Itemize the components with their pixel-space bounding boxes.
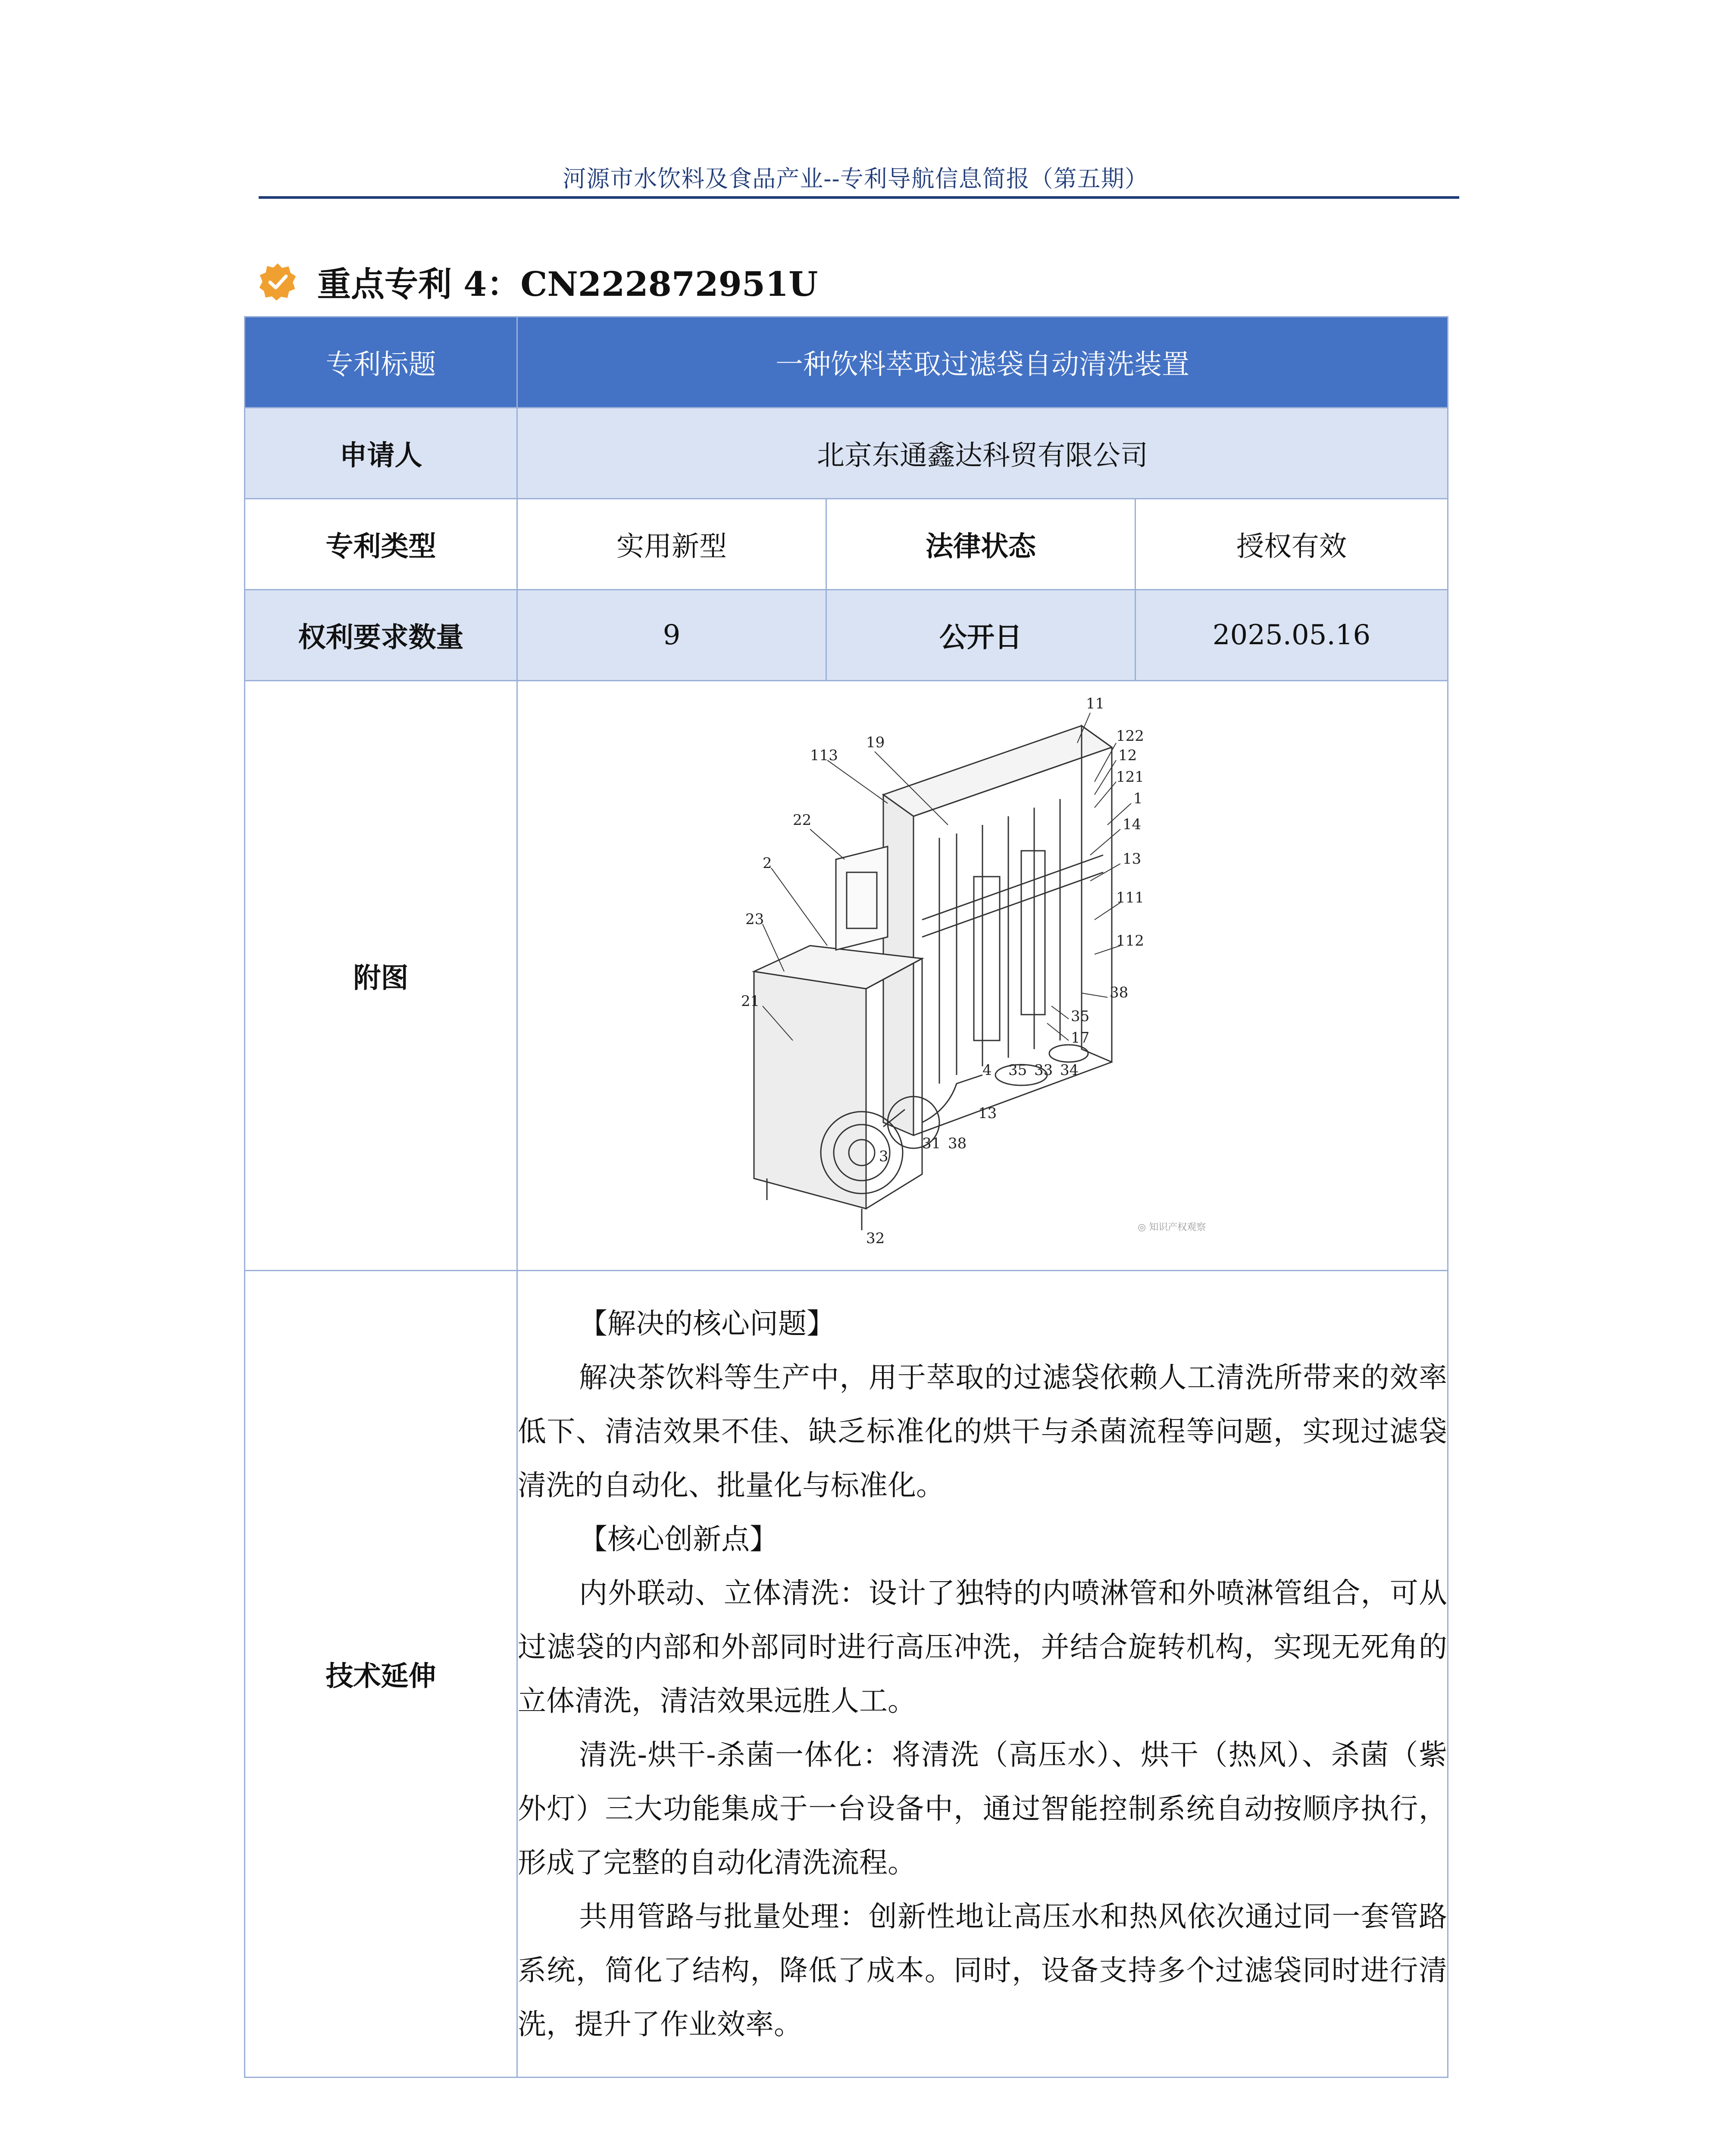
core-problem-text: 解决茶饮料等生产中，用于萃取的过滤袋依赖人工清洗所带来的效率低下、清洁效果不佳、缺乏标准化的烘干与杀菌流程等问题，实现过滤袋清洗的自动化、批量化与标准化。: [518, 1361, 1447, 1502]
row-applicant: [245, 408, 1448, 499]
fig-label: 19: [866, 733, 885, 751]
value-patent-type: 实用新型: [517, 499, 826, 590]
innovation-point: 内外联动、立体清洗：设计了独特的内喷淋管和外喷淋管组合，可从过滤袋的内部和外部同时进行高压冲洗，并结合旋转机构，实现无死角的立体清洗，清洁效果远胜人工。: [518, 1576, 1447, 1717]
fig-label: 121: [1116, 768, 1144, 786]
row-figure: [245, 681, 1448, 1271]
fig-label: 34: [1060, 1061, 1079, 1079]
innovation-heading: 【核心创新点】: [579, 1523, 778, 1556]
tech-extension-content: [517, 1271, 1448, 2078]
label-legal-status: 法律状态: [826, 499, 1135, 590]
section-heading-text: 重点专利 4：CN222872951U: [317, 265, 818, 304]
label-publication-date: 公开日: [826, 590, 1135, 681]
fig-label: 21: [741, 992, 760, 1010]
fig-label: 33: [1034, 1061, 1053, 1079]
fig-label: 113: [810, 746, 838, 764]
innovation-point: 清洗-烘干-杀菌一体化：将清洗（高压水）、烘干（热风）、杀菌（紫外灯）三大功能集成于一台设备中，通过智能控制系统自动按顺序执行，形成了完整的自动化清洗流程。: [518, 1738, 1447, 1879]
fig-label: 14: [1123, 815, 1142, 833]
row-patent-title: [245, 317, 1448, 408]
row-type-status: [245, 499, 1448, 590]
fig-label: 17: [1071, 1029, 1090, 1047]
label-patent-title: 专利标题: [245, 317, 517, 408]
fig-label: 111: [1116, 889, 1144, 906]
fig-label: 11: [1086, 695, 1105, 712]
fig-label: 22: [793, 811, 812, 829]
fig-label: 4: [982, 1061, 992, 1079]
figure-cell: [517, 681, 1448, 1271]
fig-label: 12: [1118, 746, 1137, 764]
fig-label: 35: [1071, 1007, 1090, 1025]
label-figure: 附图: [245, 681, 517, 1271]
patent-info-table: [244, 316, 1448, 2078]
check-badge-icon: [259, 263, 297, 301]
core-problem-heading: 【解决的核心问题】: [579, 1307, 835, 1340]
value-legal-status: 授权有效: [1135, 499, 1448, 590]
running-header: 河源市水饮料及食品产业--专利导航信息简报（第五期）: [563, 165, 1148, 192]
label-claims-count: 权利要求数量: [245, 590, 517, 681]
fig-label: 13: [978, 1104, 997, 1122]
innovation-point: 共用管路与批量处理：创新性地让高压水和热风依次通过同一套管路系统，简化了结构，降低了成本。同时，设备支持多个过滤袋同时进行清洗，提升了作业效率。: [518, 1900, 1447, 2041]
label-patent-type: 专利类型: [245, 499, 517, 590]
fig-label: 38: [948, 1134, 967, 1152]
fig-label: 23: [745, 910, 764, 928]
figure-watermark: ◎ 知识产权观察: [1138, 1222, 1206, 1233]
fig-label: 3: [879, 1147, 888, 1165]
section-heading: [259, 258, 818, 305]
label-tech-extension: 技术延伸: [245, 1271, 517, 2078]
value-claims-count: 9: [517, 590, 826, 681]
fig-label: 38: [1110, 984, 1129, 1001]
label-applicant: 申请人: [245, 408, 517, 499]
fig-label: 2: [763, 854, 772, 872]
row-claims-date: [245, 590, 1448, 681]
fig-label: 35: [1008, 1061, 1027, 1079]
fig-label: 31: [922, 1134, 941, 1152]
row-tech-extension: [245, 1271, 1448, 2078]
value-patent-title: 一种饮料萃取过滤袋自动清洗装置: [517, 317, 1448, 408]
fig-label: 1: [1133, 790, 1143, 807]
fig-label: 32: [866, 1229, 885, 1247]
value-applicant: 北京东通鑫达科贸有限公司: [517, 408, 1448, 499]
fig-label: 112: [1116, 932, 1144, 950]
fig-label: 13: [1123, 850, 1142, 868]
patent-drawing: [681, 696, 1284, 1256]
header-divider: [259, 196, 1459, 199]
value-publication-date: 2025.05.16: [1135, 590, 1448, 681]
fig-label: 122: [1116, 727, 1144, 745]
